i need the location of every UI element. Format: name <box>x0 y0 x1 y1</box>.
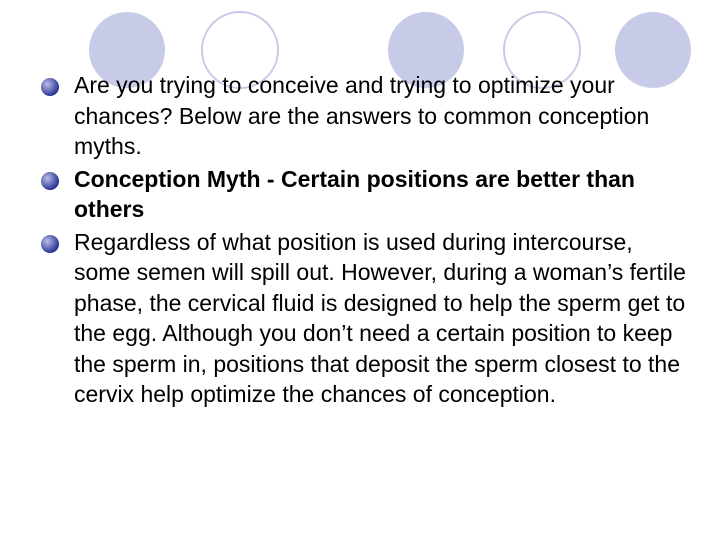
bullet-item-myth-heading <box>40 164 690 225</box>
sphere-bullet-icon <box>40 171 60 191</box>
bullet-item-explanation <box>40 227 690 410</box>
bullet-text: Are you trying to conceive and trying to optimize your chances? Below are the answers to common conception myths. <box>74 72 650 159</box>
bullet-text: Regardless of what position is used during intercourse, some semen will spill out. However, during a woman’s fertile phase, the cervical fluid is designed to help the sperm get to the egg. Although you don’t need a certain position to keep the sperm in, positions that deposit the sperm closest to the cervix help optimize the chances of conception. <box>74 228 686 407</box>
bullet-item-intro <box>40 70 690 162</box>
bullet-text: Conception Myth - Certain positions are better than others <box>74 165 635 222</box>
sphere-bullet-icon <box>40 77 60 97</box>
bullet-list <box>40 70 690 412</box>
sphere-bullet-icon <box>40 234 60 254</box>
